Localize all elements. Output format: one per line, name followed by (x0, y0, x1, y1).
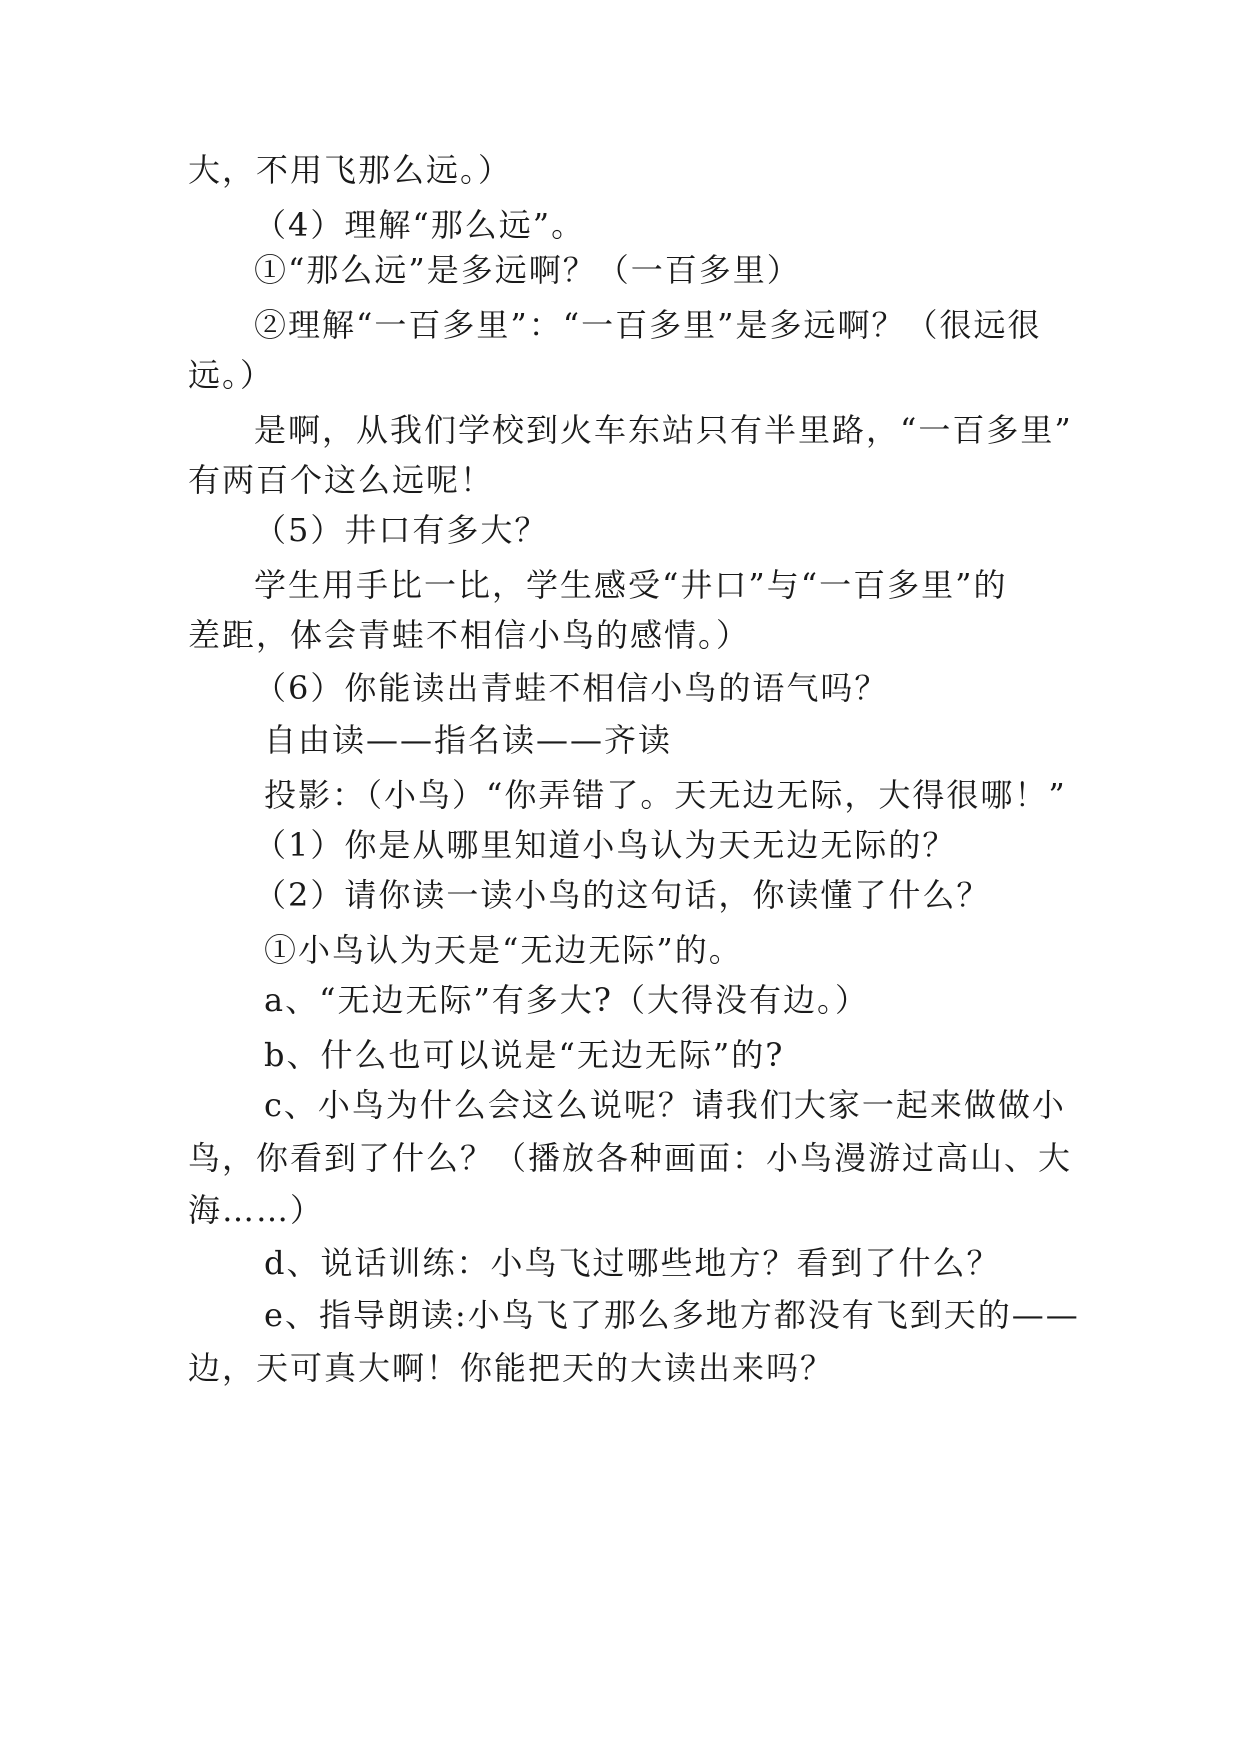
text-line: ②理解“一百多里”：“一百多里”是多远啊？（很远很 (254, 306, 1042, 344)
text-line: 学生用手比一比，学生感受“井口”与“一百多里”的 (254, 566, 1008, 604)
text-line: 边，天可真大啊！你能把天的大读出来吗？ (188, 1349, 835, 1387)
text-line: （5）井口有多大？ (254, 511, 549, 549)
text-line: e、指导朗读:小鸟飞了那么多地方都没有飞到天的—— (264, 1296, 1080, 1334)
text-line: 自由读——指名读——齐读 (264, 721, 673, 759)
text-line: a、“无边无际”有多大?（大得没有边。） (264, 981, 869, 1019)
text-line: 是啊，从我们学校到火车东站只有半里路，“一百多里” (254, 411, 1073, 449)
text-line: 远。） (188, 356, 275, 394)
text-line: 大，不用飞那么远。） (188, 151, 513, 189)
text-line: 有两百个这么远呢！ (188, 461, 495, 499)
text-line: （2）请你读一读小鸟的这句话，你读懂了什么？ (254, 876, 991, 914)
text-line: （6）你能读出青蛙不相信小鸟的语气吗？ (254, 669, 889, 707)
text-line: 海……） (188, 1191, 325, 1229)
text-line: （1）你是从哪里知道小鸟认为天无边无际的？ (254, 826, 957, 864)
text-line: ①“那么远”是多远啊？（一百多里） (254, 251, 801, 289)
text-line: 差距，体会青蛙不相信小鸟的感情。） (188, 616, 751, 654)
text-line: c、小鸟为什么会这么说呢？请我们大家一起来做做小 (264, 1086, 1066, 1124)
text-line: 投影：（小鸟）“你弄错了。天无边无际，大得很哪！” (264, 776, 1067, 814)
text-line: b、什么也可以说是“无边无际”的? (264, 1036, 785, 1074)
text-line: d、说话训练：小鸟飞过哪些地方？看到了什么？ (264, 1244, 1001, 1282)
text-line: 鸟，你看到了什么？（播放各种画面：小鸟漫游过高山、大 (188, 1139, 1073, 1177)
text-line: （4）理解“那么远”。 (254, 206, 586, 244)
text-line: ①小鸟认为天是“无边无际”的。 (264, 931, 743, 969)
